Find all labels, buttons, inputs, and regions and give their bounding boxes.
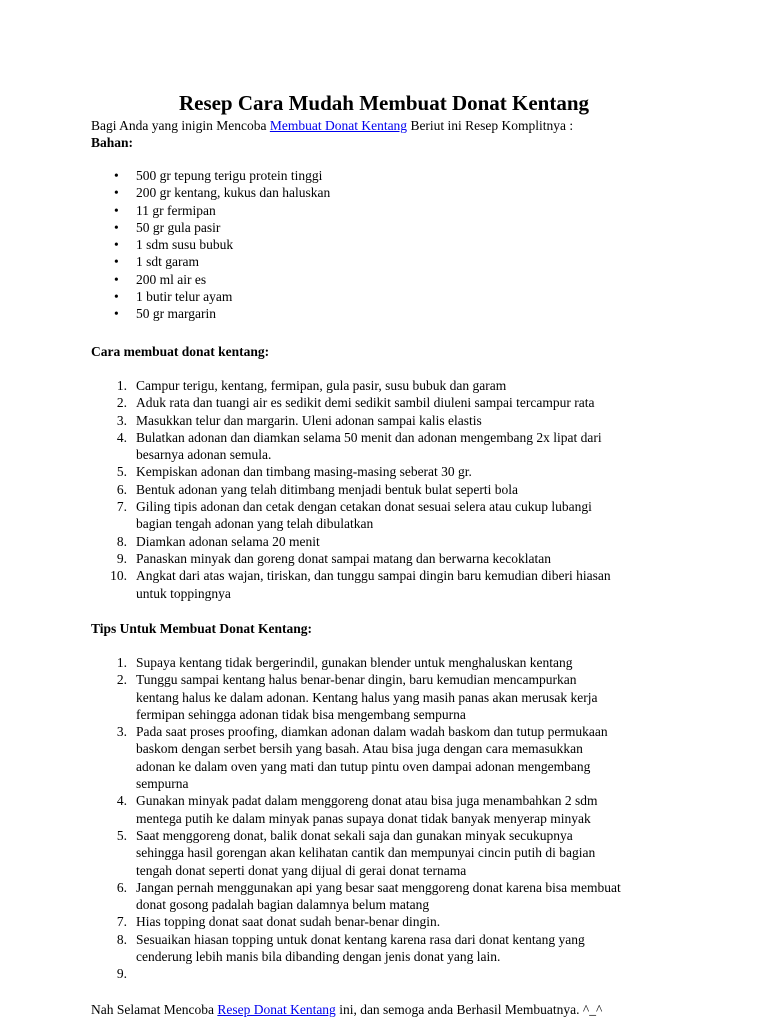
cara-list	[91, 377, 691, 602]
tips-list-item	[91, 654, 691, 671]
closing-link[interactable]: Resep Donat Kentang	[217, 1002, 336, 1017]
tips-item-line: Hias topping donat saat donat sudah benar-benar dingin.	[136, 914, 441, 930]
tips-item-line: kentang halus ke dalam adonan. Kentang halus yang masih panas akan merusak kerja	[136, 689, 598, 705]
cara-list-item	[91, 394, 691, 411]
bullet-icon: •	[114, 237, 119, 253]
cara-item-line: untuk toppingnya	[136, 585, 231, 601]
tips-item-number: 4.	[116, 793, 127, 809]
cara-item-line: Angkat dari atas wajan, tiriskan, dan tunggu sampai dingin baru kemudian diberi hiasan	[136, 568, 611, 584]
tips-list-item	[91, 965, 691, 982]
cara-item-line: Kempiskan adonan dan timbang masing-masing seberat 30 gr.	[136, 464, 472, 480]
tips-list-item	[91, 931, 691, 966]
cara-list-item	[91, 463, 691, 480]
cara-item-line: Diamkan adonan selama 20 menit	[136, 533, 320, 549]
bullet-icon: •	[114, 168, 119, 183]
bullet-icon: •	[114, 219, 119, 235]
tips-item-line: Tunggu sampai kentang halus benar-benar dingin, baru kemudian mencampurkan	[136, 672, 577, 688]
bahan-list-item	[91, 288, 330, 305]
intro-link[interactable]: Membuat Donat Kentang	[269, 118, 408, 133]
cara-item-line: bagian tengah adonan yang telah dibulatkan	[136, 516, 374, 532]
tips-item-line: Jangan pernah menggunakan api yang besar saat menggoreng donat karena bisa membuat	[136, 879, 621, 895]
bullet-icon: •	[114, 271, 119, 287]
tips-item-line: mentega putih ke dalam minyak panas supaya donat tidak banyak menyerap minyak	[136, 810, 591, 826]
cara-item-line: Bentuk adonan yang telah ditimbang menjadi bentuk bulat seperti bola	[136, 481, 519, 497]
bahan-list	[91, 167, 330, 323]
bahan-list-item	[91, 305, 330, 322]
intro-text-after: Beriut ini Resep Komplitnya :	[407, 118, 574, 133]
bahan-item-text: 1 sdm susu bubuk	[136, 237, 234, 253]
bahan-heading: Bahan:	[91, 135, 134, 150]
bullet-icon: •	[114, 306, 119, 322]
cara-item-line: Aduk rata dan tuangi air es sedikit demi sedikit sambil diuleni sampai tercampur rata	[136, 395, 595, 411]
closing-paragraph	[91, 1001, 602, 1018]
intro-paragraph	[91, 117, 573, 134]
page-title: Resep Cara Mudah Membuat Donat Kentang	[178, 91, 590, 115]
bahan-item-text: 500 gr tepung terigu protein tinggi	[136, 168, 323, 183]
bahan-list-item	[91, 271, 330, 288]
cara-list-item	[91, 498, 691, 533]
tips-item-number: 7.	[116, 914, 127, 930]
cara-item-number: 5.	[116, 464, 127, 480]
closing-text-before: Nah Selamat Mencoba	[91, 1002, 218, 1017]
tips-list-item	[91, 792, 691, 827]
bahan-item-text: 200 gr kentang, kukus dan haluskan	[136, 185, 331, 201]
tips-item-number: 9.	[116, 966, 127, 982]
cara-item-line: Giling tipis adonan dan cetak dengan cetakan donat sesuai selera atau cukup lubangi	[136, 499, 592, 515]
tips-item-line: donat gosong padalah bagian dalamnya belum matang	[136, 897, 430, 913]
bahan-item-text: 200 ml air es	[136, 271, 207, 287]
tips-item-line: Saat menggoreng donat, balik donat sekali saja dan gunakan minyak secukupnya	[136, 827, 573, 843]
cara-item-number: 1.	[116, 378, 127, 393]
cara-item-line: Bulatkan adonan dan diamkan selama 50 menit dan adonan mengembang 2x lipat dari	[136, 429, 602, 445]
tips-item-line: fermipan sehingga adonan tidak bisa mengembang sempurna	[136, 706, 466, 722]
cara-list-item	[91, 429, 691, 464]
cara-heading: Cara membuat donat kentang:	[91, 344, 270, 359]
intro-text-before: Bagi Anda yang inigin Mencoba	[91, 118, 270, 133]
cara-item-line: besarnya adonan semula.	[136, 447, 272, 463]
bahan-list-item	[91, 219, 330, 236]
bahan-item-text: 1 butir telur ayam	[136, 289, 233, 305]
cara-list-item	[91, 567, 691, 602]
bahan-item-text: 50 gr gula pasir	[136, 219, 221, 235]
tips-item-line: Gunakan minyak padat dalam menggoreng donat atau bisa juga menambahkan 2 sdm	[136, 793, 598, 809]
cara-item-number: 3.	[116, 412, 127, 428]
cara-item-number: 9.	[116, 550, 127, 566]
tips-list	[91, 654, 691, 983]
tips-item-number: 3.	[116, 724, 127, 740]
cara-item-line: Panaskan minyak dan goreng donat sampai matang dan berwarna kecoklatan	[136, 550, 551, 566]
tips-item-number: 6.	[116, 879, 127, 895]
tips-item-line	[136, 965, 691, 982]
bullet-icon: •	[114, 202, 119, 218]
bahan-item-text: 50 gr margarin	[136, 306, 216, 322]
cara-list-item	[91, 481, 691, 498]
bahan-list-item	[91, 236, 330, 253]
tips-list-item	[91, 671, 691, 723]
cara-item-number: 8.	[116, 533, 127, 549]
cara-item-number: 7.	[116, 499, 127, 515]
tips-item-line: tengah donat seperti donat yang dijual di gerai donat ternama	[136, 862, 467, 878]
bahan-item-text: 11 gr fermipan	[136, 202, 216, 218]
tips-list-item	[91, 879, 691, 914]
tips-item-number: 5.	[116, 827, 127, 843]
tips-list-item	[91, 723, 691, 792]
cara-item-number: 6.	[116, 481, 127, 497]
bullet-icon: •	[114, 289, 119, 305]
cara-list-item	[91, 550, 691, 567]
cara-item-line: Masukkan telur dan margarin. Uleni adonan sampai kalis elastis	[136, 412, 482, 428]
bullet-icon: •	[114, 185, 119, 201]
tips-item-line: baskom dengan serbet bersih yang basah. Atau bisa juga dengan cara memasukkan	[136, 741, 583, 757]
tips-item-number: 1.	[116, 655, 127, 670]
tips-item-line: adonan ke dalam oven yang mati dan tutup pintu oven dampai adonan mengembang	[136, 758, 591, 774]
tips-item-line: Supaya kentang tidak bergerindil, gunakan blender untuk menghaluskan kentang	[136, 655, 573, 670]
closing-text-after: ini, dan semoga anda Berhasil Membuatnya. ^_^	[335, 1002, 603, 1017]
tips-item-number: 8.	[116, 931, 127, 947]
cara-list-item	[91, 533, 691, 550]
bullet-icon: •	[114, 254, 119, 270]
cara-list-item	[91, 377, 691, 394]
cara-item-number: 4.	[116, 429, 127, 445]
tips-heading: Tips Untuk Membuat Donat Kentang:	[91, 621, 313, 636]
cara-item-line: Campur terigu, kentang, fermipan, gula pasir, susu bubuk dan garam	[136, 378, 507, 393]
tips-list-item	[91, 827, 691, 879]
bahan-list-item	[91, 253, 330, 270]
bahan-item-text: 1 sdt garam	[136, 254, 199, 270]
bahan-list-item	[91, 184, 330, 201]
tips-item-number: 2.	[116, 672, 127, 688]
cara-item-number: 2.	[116, 395, 127, 411]
cara-list-item	[91, 412, 691, 429]
bahan-list-item	[91, 202, 330, 219]
tips-item-line: sempurna	[136, 776, 189, 792]
cara-item-number: 10.	[110, 568, 127, 584]
tips-item-line: cenderung lebih manis bila dibanding dengan jenis donat yang lain.	[136, 949, 501, 965]
tips-item-line: sehingga hasil gorengan akan kelihatan cantik dan mempunyai cincin putih di bagian	[136, 845, 596, 861]
bahan-list-item	[91, 167, 330, 184]
tips-item-line: Pada saat proses proofing, diamkan adonan dalam wadah baskom dan tutup permukaan	[136, 724, 608, 740]
tips-item-line: Sesuaikan hiasan topping untuk donat kentang karena rasa dari donat kentang yang	[136, 931, 585, 947]
tips-list-item	[91, 913, 691, 930]
